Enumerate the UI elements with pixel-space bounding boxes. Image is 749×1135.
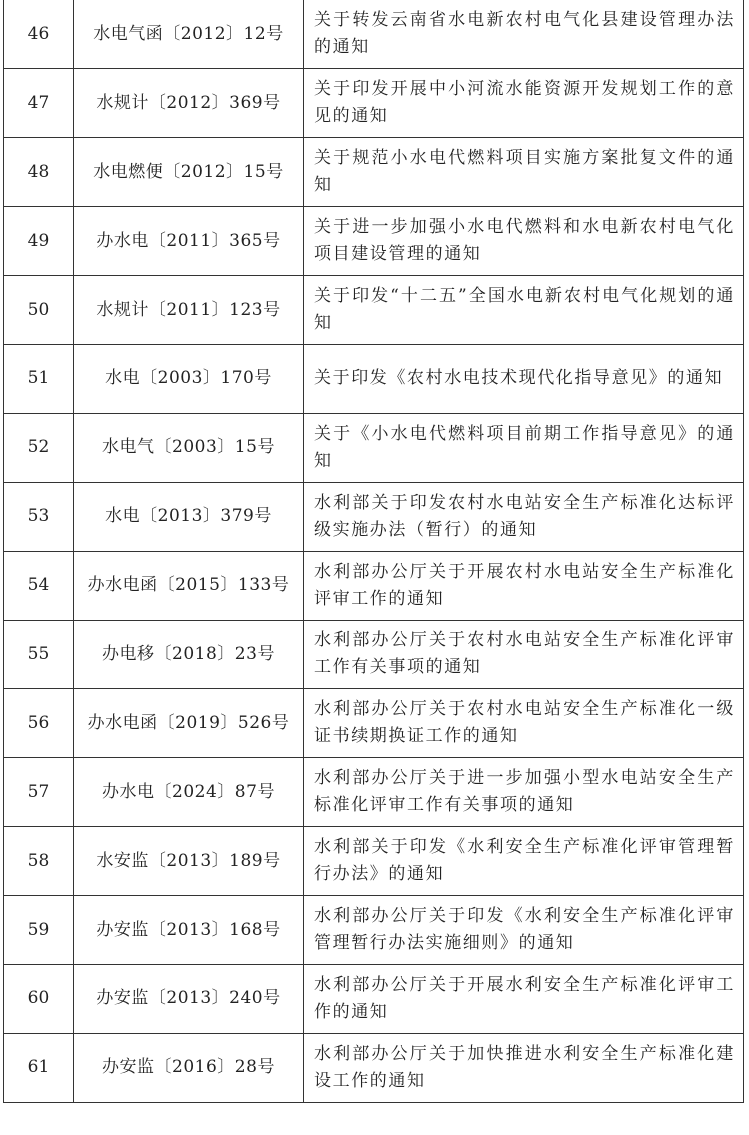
table-row <box>4 0 744 69</box>
document-reference-number: 水电〔2003〕170号 <box>74 344 304 413</box>
document-title: 关于《小水电代燃料项目前期工作指导意见》的通知 <box>304 413 744 482</box>
table-row <box>4 620 744 689</box>
document-reference-number: 办安监〔2013〕168号 <box>74 896 304 965</box>
document-title: 水利部办公厅关于印发《水利安全生产标准化评审管理暂行办法实施细则》的通知 <box>304 896 744 965</box>
row-number: 54 <box>4 551 74 620</box>
row-number: 58 <box>4 827 74 896</box>
document-reference-number: 办水电函〔2015〕133号 <box>74 551 304 620</box>
table-row <box>4 896 744 965</box>
row-number: 56 <box>4 689 74 758</box>
document-reference-number: 办水电〔2024〕87号 <box>74 758 304 827</box>
document-title: 水利部办公厅关于农村水电站安全生产标准化一级证书续期换证工作的通知 <box>304 689 744 758</box>
document-reference-number: 水电〔2013〕379号 <box>74 482 304 551</box>
document-reference-number: 办安监〔2016〕28号 <box>74 1033 304 1102</box>
document-reference-number: 水电气〔2003〕15号 <box>74 413 304 482</box>
document-reference-number: 办水电函〔2019〕526号 <box>74 689 304 758</box>
row-number: 50 <box>4 276 74 345</box>
table-row <box>4 482 744 551</box>
table-row <box>4 827 744 896</box>
document-title: 关于印发开展中小河流水能资源开发规划工作的意见的通知 <box>304 69 744 138</box>
table-row <box>4 758 744 827</box>
document-title: 关于转发云南省水电新农村电气化县建设管理办法的通知 <box>304 0 744 69</box>
row-number: 52 <box>4 413 74 482</box>
table-row <box>4 344 744 413</box>
document-title: 关于印发“十二五”全国水电新农村电气化规划的通知 <box>304 276 744 345</box>
document-title: 水利部办公厅关于加快推进水利安全生产标准化建设工作的通知 <box>304 1033 744 1102</box>
document-title: 水利部办公厅关于开展水利安全生产标准化评审工作的通知 <box>304 964 744 1033</box>
table-row <box>4 689 744 758</box>
table-row <box>4 138 744 207</box>
table-row <box>4 1033 744 1102</box>
row-number: 47 <box>4 69 74 138</box>
document-title: 关于规范小水电代燃料项目实施方案批复文件的通知 <box>304 138 744 207</box>
document-reference-number: 办电移〔2018〕23号 <box>74 620 304 689</box>
row-number: 53 <box>4 482 74 551</box>
document-title: 水利部办公厅关于进一步加强小型水电站安全生产标准化评审工作有关事项的通知 <box>304 758 744 827</box>
table-row <box>4 551 744 620</box>
document-title: 关于印发《农村水电技术现代化指导意见》的通知 <box>304 344 744 413</box>
document-title: 关于进一步加强小水电代燃料和水电新农村电气化项目建设管理的通知 <box>304 207 744 276</box>
table-row <box>4 207 744 276</box>
document-reference-number: 水电燃便〔2012〕15号 <box>74 138 304 207</box>
document-reference-number: 水电气函〔2012〕12号 <box>74 0 304 69</box>
document-reference-number: 办安监〔2013〕240号 <box>74 964 304 1033</box>
row-number: 48 <box>4 138 74 207</box>
row-number: 61 <box>4 1033 74 1102</box>
table-body <box>4 0 744 1102</box>
document-reference-number: 办水电〔2011〕365号 <box>74 207 304 276</box>
table-row <box>4 964 744 1033</box>
table-row <box>4 413 744 482</box>
row-number: 49 <box>4 207 74 276</box>
table-row <box>4 69 744 138</box>
row-number: 60 <box>4 964 74 1033</box>
row-number: 46 <box>4 0 74 69</box>
document-title: 水利部关于印发《水利安全生产标准化评审管理暂行办法》的通知 <box>304 827 744 896</box>
document-reference-number: 水安监〔2013〕189号 <box>74 827 304 896</box>
document-title: 水利部关于印发农村水电站安全生产标准化达标评级实施办法（暂行）的通知 <box>304 482 744 551</box>
document-title: 水利部办公厅关于开展农村水电站安全生产标准化评审工作的通知 <box>304 551 744 620</box>
row-number: 59 <box>4 896 74 965</box>
table-row <box>4 276 744 345</box>
document-reference-number: 水规计〔2011〕123号 <box>74 276 304 345</box>
document-reference-number: 水规计〔2012〕369号 <box>74 69 304 138</box>
row-number: 57 <box>4 758 74 827</box>
row-number: 51 <box>4 344 74 413</box>
row-number: 55 <box>4 620 74 689</box>
document-title: 水利部办公厅关于农村水电站安全生产标准化评审工作有关事项的通知 <box>304 620 744 689</box>
document-table <box>3 0 744 1103</box>
